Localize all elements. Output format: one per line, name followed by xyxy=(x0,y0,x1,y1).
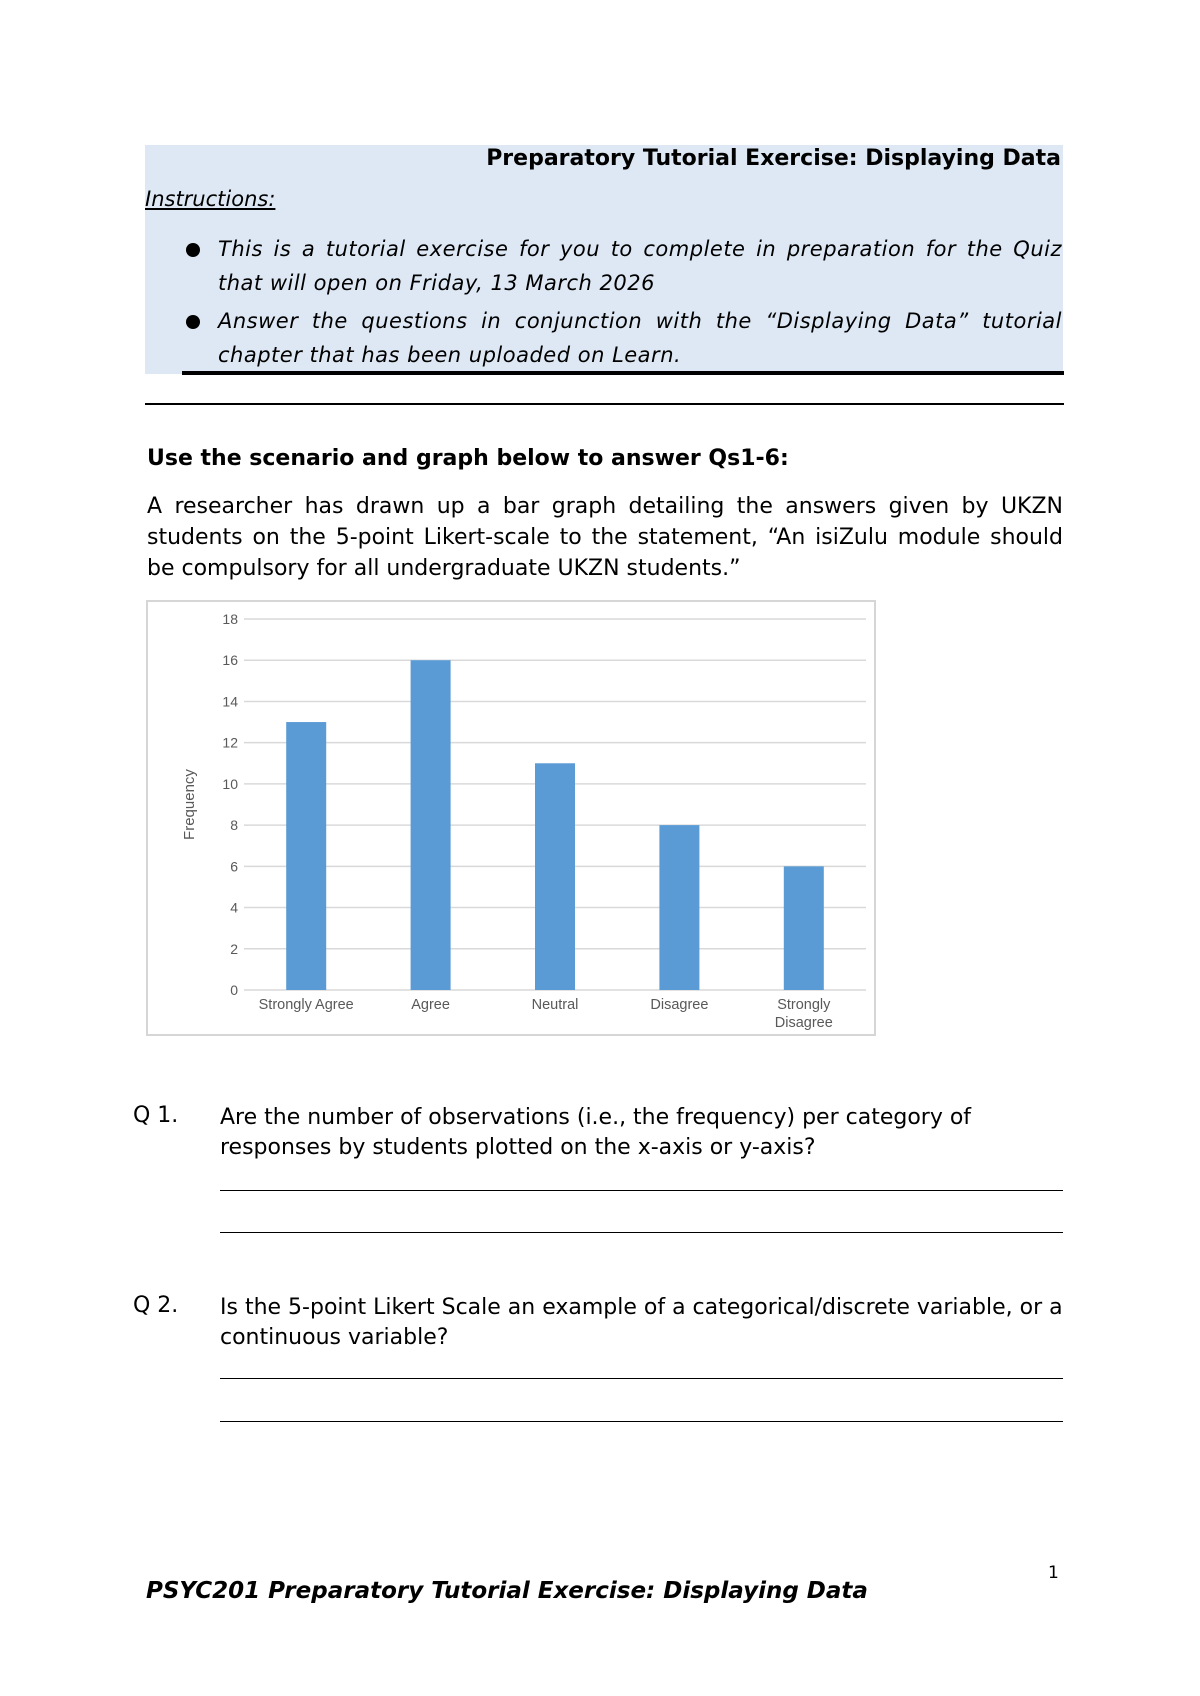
answer-line[interactable] xyxy=(220,1421,1063,1422)
answer-line[interactable] xyxy=(220,1190,1063,1191)
instruction-bullet xyxy=(182,232,1062,300)
y-tick-label: 8 xyxy=(230,817,238,834)
divider xyxy=(182,371,1064,375)
divider xyxy=(145,403,1064,405)
bar xyxy=(659,825,699,990)
y-tick-label: 10 xyxy=(222,775,238,792)
answer-line[interactable] xyxy=(220,1232,1063,1233)
bullet-dot-icon xyxy=(186,243,200,257)
bar xyxy=(535,763,575,990)
instruction-text: Answer the questions in conjunction with the “Displaying Data” tutorial chapter that has been uploaded on Learn. xyxy=(218,309,1062,367)
x-tick-label: Strongly Agree xyxy=(258,997,354,1013)
question-number: Q 1. xyxy=(133,1103,179,1128)
page-number: 1 xyxy=(1048,1563,1059,1583)
y-tick-label: 16 xyxy=(222,652,238,669)
page-footer: PSYC201 Preparatory Tutorial Exercise: Displaying Data xyxy=(146,1578,868,1604)
y-tick-label: 6 xyxy=(230,858,238,875)
x-tick-label: Disagree xyxy=(774,1015,833,1031)
y-tick-label: 18 xyxy=(222,611,238,627)
x-tick-label: Disagree xyxy=(650,997,709,1013)
x-tick-label: Neutral xyxy=(531,997,579,1013)
bullet-dot-icon xyxy=(186,315,200,329)
x-tick-label: Strongly xyxy=(777,997,831,1013)
bar-chart-canvas xyxy=(148,602,874,1034)
y-axis-title: Frequency xyxy=(181,769,198,840)
bar xyxy=(286,722,326,990)
instructions-label: Instructions: xyxy=(145,187,276,211)
y-tick-label: 0 xyxy=(230,982,238,998)
y-tick-label: 2 xyxy=(230,940,238,957)
scenario-paragraph: A researcher has drawn up a bar graph detailing the answers given by UKZN students on the 5-point Likert-scale to the statement, “An isiZulu module should be compulsory for all undergraduate UKZN students.” xyxy=(147,494,1063,581)
y-tick-label: 14 xyxy=(222,693,238,710)
x-tick-label: Agree xyxy=(411,997,450,1013)
section-heading: Use the scenario and graph below to answer Qs1-6: xyxy=(147,446,789,471)
bar xyxy=(411,660,451,990)
question-text: Is the 5-point Likert Scale an example of a categorical/discrete variable, or a continuous variable? xyxy=(220,1295,1063,1350)
instruction-bullet xyxy=(182,304,1062,372)
y-tick-label: 12 xyxy=(222,734,238,751)
answer-line[interactable] xyxy=(220,1378,1063,1379)
page-title: Preparatory Tutorial Exercise: Displaying Data xyxy=(486,146,1061,171)
y-tick-label: 4 xyxy=(230,899,238,916)
instruction-text: This is a tutorial exercise for you to complete in preparation for the Quiz that will open on Friday, 13 March 2026 xyxy=(218,237,1062,295)
bar-chart xyxy=(146,600,876,1036)
question-number: Q 2. xyxy=(133,1293,179,1318)
question-text: Are the number of observations (i.e., the frequency) per category of responses by students plotted on the x-axis or y-axis? xyxy=(220,1105,972,1160)
bar xyxy=(784,866,824,990)
